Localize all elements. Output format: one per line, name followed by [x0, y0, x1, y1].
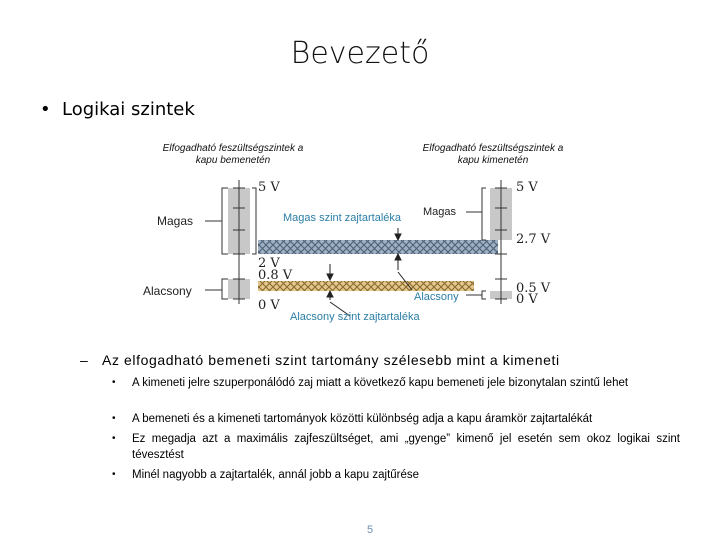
- left-voltage-0-8v: 0.8 V: [258, 268, 293, 283]
- output-low-bracket: [482, 291, 486, 299]
- bullet-dot: •: [112, 377, 116, 388]
- slide-title: Bevezető: [290, 36, 430, 71]
- sub-sub-bullet-2: [112, 411, 680, 427]
- sub-sub-bullet-text: Ez megadja azt a maximális zajfeszültséget, ami „gyenge” kimenő jel esetén sem okoz logikai szint tévesztést: [132, 433, 680, 461]
- sub-bullet-text: Az elfogadható bemeneti szint tartomány szélesebb mint a kimeneti: [102, 352, 560, 368]
- bullet-dot: •: [40, 99, 51, 120]
- bullet-dot: •: [112, 433, 116, 444]
- input-caption: [148, 143, 318, 167]
- bullet-dot: •: [112, 469, 116, 480]
- right-voltage-0-5v: 0.5 V: [516, 281, 551, 296]
- sub-bullet: [80, 352, 560, 368]
- left-voltage-5v: 5 V: [258, 180, 280, 195]
- high-noise-margin-band: [258, 240, 498, 254]
- sub-sub-bullet-text: Minél nagyobb a zajtartalék, annál jobb a kapu zajtűrése: [132, 469, 420, 481]
- input-high-label: Magas: [157, 214, 194, 228]
- input-low-bracket: [222, 279, 228, 299]
- sub-sub-bullet-4: [112, 467, 680, 483]
- bullet-dot: •: [112, 413, 116, 424]
- sub-sub-bullet-3: [112, 431, 680, 463]
- output-caption-line2: kapu kimenetén: [457, 155, 529, 166]
- output-caption: [408, 143, 578, 167]
- input-caption-line2: kapu bemenetén: [195, 155, 271, 166]
- right-voltage-2-7v: 2.7 V: [516, 232, 551, 247]
- left-voltage-2v: 2 V: [258, 256, 280, 271]
- bullet-text: Logikai szintek: [62, 99, 195, 120]
- input-low-label: Alacsony: [143, 284, 192, 298]
- right-voltage-0v: 0 V: [516, 292, 538, 307]
- output-caption-line1: Elfogadható feszültségszintek a: [422, 143, 564, 154]
- left-voltage-0v: 0 V: [258, 298, 280, 313]
- right-voltage-5v: 5 V: [516, 180, 538, 195]
- input-high-bracket: [252, 188, 256, 254]
- sub-sub-bullet-text: A kimeneti jelre szuperponálódó zaj miatt a következő kapu bemeneti jele bizonytalan szintű lehet: [132, 377, 629, 389]
- input-caption-line1: Elfogadható feszültségszintek a: [162, 143, 304, 154]
- low-margin-label: Alacsony szint zajtartaléka: [290, 311, 420, 323]
- output-low-label: Alacsony: [414, 291, 459, 303]
- output-high-bracket: [482, 188, 486, 240]
- sub-sub-bullet-1: [112, 375, 680, 391]
- high-margin-label: Magas szint zajtartaléka: [283, 212, 401, 224]
- sub-sub-bullet-text: A bemeneti és a kimeneti tartományok közötti különbség adja a kapu áramkör zajtartalékát: [132, 413, 593, 425]
- page-number: 5: [366, 524, 374, 536]
- sub-bullet-dash: –: [80, 352, 89, 368]
- output-high-label: Magas: [423, 206, 457, 218]
